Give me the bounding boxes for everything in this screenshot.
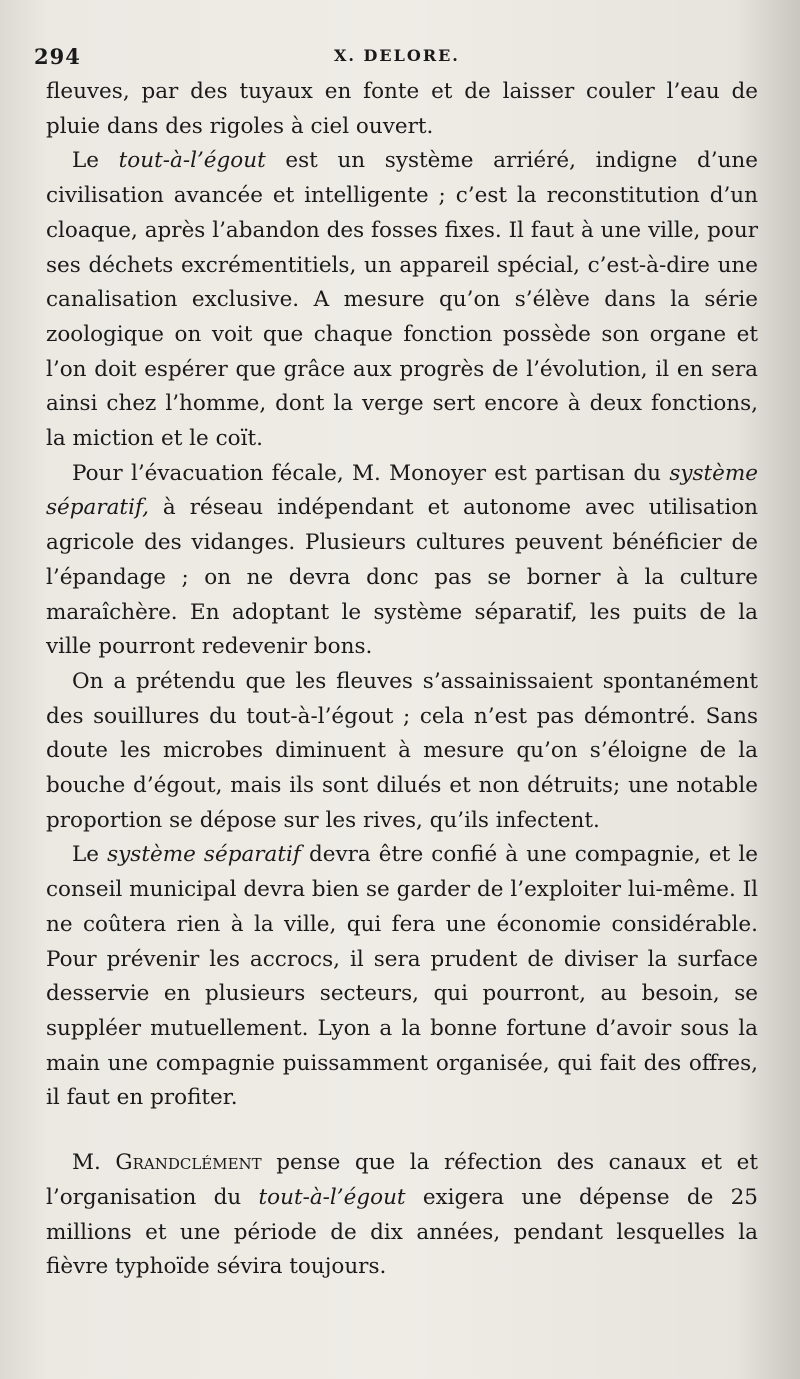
body-text <box>46 75 758 1285</box>
paragraph-6-lead: M. <box>72 1150 116 1176</box>
paragraph-3-emphasis: système séparatif, <box>46 460 758 521</box>
paragraph-2-rest: est un système arriéré, indigne d’une civilisation avancée et intelligente ; c’est la reconstitution d’un cloaque, après l’abandon des fosses fixes. Il faut à une ville, pour ses déchets excrémentitiels, un appareil spécial, c’est-à-dire une canalisation exclusive. A mesure qu’on s’élève dans la série zoologique on voit que chaque fonction possède son organe et l’on doit espérer que grâce aux progrès de l’évolution, il en sera ainsi chez l’homme, dont la verge sert encore à deux fonctions, la miction et le coït. <box>46 148 758 452</box>
page-number: 294 <box>34 44 81 69</box>
paragraph-2 <box>46 144 758 456</box>
paragraph-5-rest: devra être confié à une compagnie, et le conseil municipal devra bien se garder de l’exploiter lui-même. Il ne coûtera rien à la ville, qui fera une économie considérable. Pour prévenir les accrocs, il sera prudent de diviser la surface desservie en plusieurs secteurs, qui pourront, au besoin, se suppléer mutuellement. Lyon a la bonne fortune d’avoir sous la main une compagnie puissamment organisée, qui fait des offres, il faut en profiter. <box>46 842 758 1111</box>
paragraph-6-mid: pense que la réfection des canaux et et l’organisation du <box>46 1150 758 1210</box>
paragraph-1: fleuves, par des tuyaux en fonte et de laisser couler l’eau de pluie dans des rigoles à ciel ouvert. <box>46 79 758 139</box>
running-head: X. DELORE. <box>334 46 460 65</box>
page-header <box>34 44 760 74</box>
paragraph-4: On a prétendu que les fleuves s’assainissaient spontanément des souillures du tout-à-l’égout ; cela n’est pas démontré. Sans doute les microbes diminuent à mesure qu’on s’éloigne de la bouche d’égout, mais ils sont dilués et non détruits; une notable proportion se dépose sur les rives, qu’ils infectent. <box>46 668 758 833</box>
paragraph-3-lead: Pour l’évacuation fécale, M. Monoyer est partisan du <box>72 460 670 486</box>
speaker-name: Grandclément <box>115 1150 262 1176</box>
paragraph-2-lead: Le <box>72 148 119 174</box>
paragraph-5-emphasis: système séparatif <box>107 842 301 868</box>
paragraph-5-lead: Le <box>72 842 108 868</box>
paragraph-3 <box>46 457 758 665</box>
paragraph-3-rest: à réseau indépendant et autonome avec utilisation agricole des vidanges. Plusieurs cultures peuvent bénéficier de l’épandage ; on ne devra donc pas se borner à la culture maraîchère. En adoptant le système séparatif, les puits de la ville pourront redevenir bons. <box>46 495 758 660</box>
paragraph-6 <box>46 1146 758 1285</box>
paragraph-2-emphasis: tout-à-l’égout <box>118 148 266 174</box>
paragraph-5 <box>46 838 758 1116</box>
paragraph-6-rest: exigera une dépense de 25 millions et une période de dix années, pendant lesquelles la fièvre typhoïde sévira toujours. <box>46 1184 758 1280</box>
paragraph-6-emphasis: tout-à-l’égout <box>258 1184 406 1210</box>
